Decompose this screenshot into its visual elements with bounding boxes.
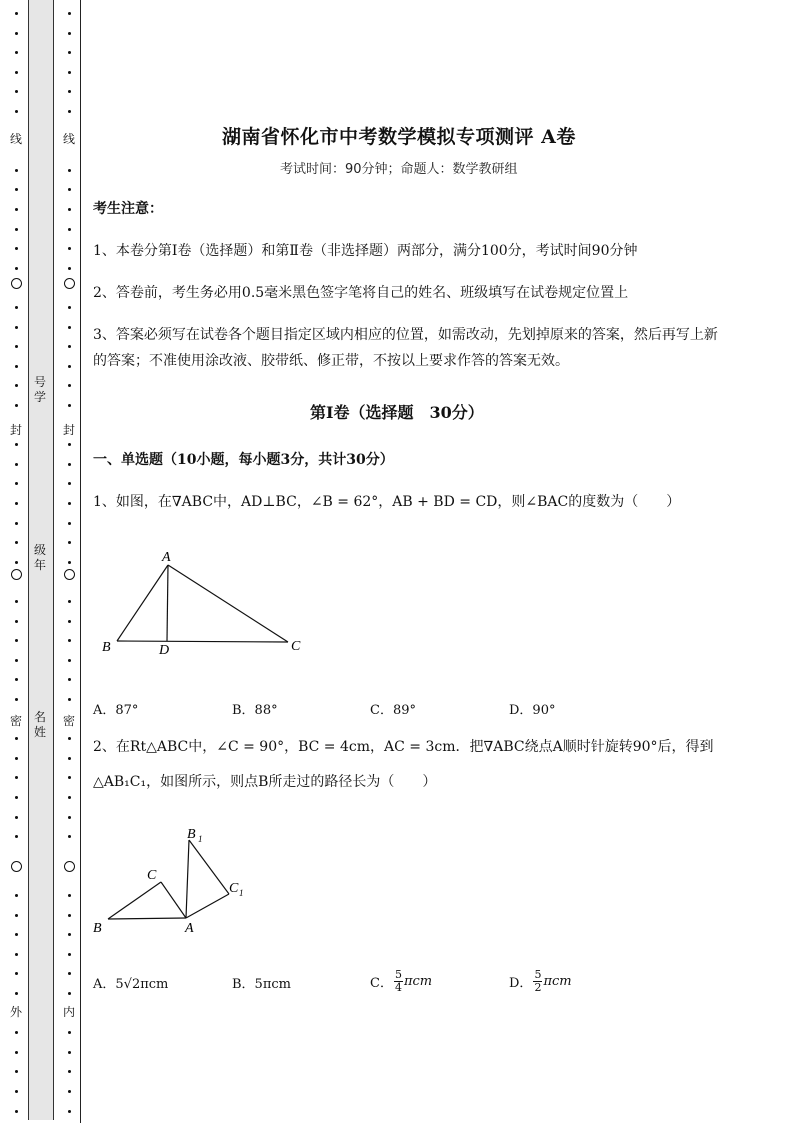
fraction-tail: πcm [403, 973, 433, 989]
seal-char-outside: 外 [9, 1005, 22, 1019]
binding-ring [11, 861, 22, 872]
question-1-option-c: C．89° [370, 703, 416, 718]
binding-dot [15, 32, 18, 35]
binding-dot [68, 914, 71, 917]
binding-dot [15, 365, 18, 368]
seal-char-secret-outer: 密 [9, 714, 22, 728]
label-a: A [185, 921, 194, 936]
binding-dot [15, 208, 18, 211]
binding-ring [64, 861, 75, 872]
binding-dot [68, 1051, 71, 1054]
label-b1: B [187, 827, 196, 842]
label-c: C [291, 639, 301, 654]
binding-dot [15, 463, 18, 466]
binding-dot [15, 1090, 18, 1093]
notice-item-3-cont: 的答案；不准使用涂改液、胶带纸、修正带，不按以上要求作答的答案无效。 [93, 353, 569, 369]
binding-dot [15, 992, 18, 995]
question-2-figure [88, 820, 258, 940]
binding-dot [15, 1031, 18, 1034]
binding-dot [68, 208, 71, 211]
binding-dot [68, 345, 71, 348]
binding-dot [15, 698, 18, 701]
binding-dot [15, 12, 18, 15]
seal-char-line-inner: 线 [62, 132, 75, 146]
notice-item-2: 2、答卷前，考生务必用0.5毫米黑色签字笔将自己的姓名、班级填写在试卷规定位置上 [93, 285, 629, 301]
binding-ring [11, 278, 22, 289]
binding-dot [15, 816, 18, 819]
question-1-option-a: A．87° [93, 703, 139, 718]
binding-dot [68, 443, 71, 446]
question-1-option-d: D．90° [509, 703, 556, 718]
binding-dot [15, 894, 18, 897]
segment-ca [161, 882, 186, 918]
segment-ad [167, 565, 168, 641]
binding-dot [68, 32, 71, 35]
binding-dot [15, 51, 18, 54]
binding-dot [15, 737, 18, 740]
binding-dot [15, 796, 18, 799]
question-1-figure [95, 545, 315, 660]
binding-dot [68, 169, 71, 172]
binding-dot [68, 463, 71, 466]
binding-dot [15, 306, 18, 309]
binding-dot [68, 737, 71, 740]
label-b: B [102, 640, 111, 655]
binding-dot [68, 600, 71, 603]
numerator: 5 [394, 967, 402, 981]
binding-dot [15, 169, 18, 172]
binding-dot [68, 698, 71, 701]
label-c1: C [229, 881, 239, 896]
binding-dot [68, 620, 71, 623]
question-2-stem-line1: 2、在Rt△ABC中，∠C = 90°，BC = 4cm，AC = 3cm．把∇ABC绕点A顺时针旋转90°后，得到 [93, 739, 714, 755]
binding-dot [68, 1090, 71, 1093]
question-1-option-b: B．88° [232, 703, 278, 718]
binding-dot [15, 443, 18, 446]
name-label: 名 姓 [33, 710, 46, 739]
segment-ac [168, 565, 288, 642]
student-id-label: 号 学 [33, 375, 46, 404]
seal-char-seal-outer: 封 [9, 423, 22, 437]
binding-dot [15, 953, 18, 956]
segment-ab1 [186, 840, 189, 918]
seal-char-seal-inner: 封 [62, 423, 75, 437]
seal-char-inside: 内 [62, 1005, 75, 1019]
question-2-option-a: A．5√2πcm [93, 977, 169, 992]
binding-dot [68, 757, 71, 760]
segment-ab [117, 565, 168, 641]
binding-dot [15, 541, 18, 544]
part-heading: 一、单选题（10小题，每小题3分，共计30分） [93, 452, 394, 468]
binding-dot [68, 306, 71, 309]
binding-ring [64, 569, 75, 580]
binding-dot [68, 894, 71, 897]
binding-dot [15, 639, 18, 642]
binding-dot [15, 757, 18, 760]
fraction-tail: πcm [543, 973, 572, 989]
segment-ba [108, 918, 186, 919]
segment-bc [108, 882, 161, 919]
fraction [533, 969, 542, 994]
segment-ac1 [186, 894, 229, 918]
exam-title: 湖南省怀化市中考数学模拟专项测评 A卷 [222, 126, 576, 148]
binding-dot [68, 247, 71, 250]
binding-dot [68, 12, 71, 15]
binding-dot [15, 247, 18, 250]
binding-dot [68, 796, 71, 799]
binding-ring [11, 569, 22, 580]
question-1-stem: 1、如图，在∇ABC中，AD⊥BC，∠B = 62°，AB + BD = CD，则∠BAC的度数为（ ） [93, 494, 681, 510]
binding-dot [68, 267, 71, 270]
question-2-stem-line2: △AB₁C₁，如图所示，则点B所走过的路径长为（ ） [93, 774, 437, 790]
question-2-option-b: B．5πcm [232, 977, 291, 992]
binding-dot [15, 600, 18, 603]
label-d: D [159, 643, 170, 658]
label-c1-subscript: 1 [239, 888, 244, 898]
binding-dot [15, 620, 18, 623]
binding-dot [68, 1110, 71, 1113]
seal-char-line-outer: 线 [9, 132, 22, 146]
binding-dot [68, 522, 71, 525]
section-title: 第I卷（选择题 30分） [310, 403, 484, 422]
binding-dot [15, 1110, 18, 1113]
binding-dot [68, 659, 71, 662]
binding-dot [68, 404, 71, 407]
binding-dot [68, 933, 71, 936]
binding-dot [68, 71, 71, 74]
binding-dot [15, 228, 18, 231]
binding-dot [68, 561, 71, 564]
binding-dot [68, 326, 71, 329]
binding-dot [15, 110, 18, 113]
binding-dot [68, 1031, 71, 1034]
notice-heading: 考生注意： [93, 201, 163, 217]
notice-item-3: 3、答案必须写在试卷各个题目指定区域内相应的位置，如需改动，先划掉原来的答案，然后再写上新 [93, 327, 718, 343]
binding-dot [68, 502, 71, 505]
denominator: 4 [394, 980, 402, 994]
binding-dot [68, 51, 71, 54]
exam-subtitle: 考试时间：90分钟；命题人：数学教研组 [280, 162, 518, 177]
label-a: A [162, 550, 171, 565]
question-2-option-c [370, 964, 432, 998]
binding-dot [68, 639, 71, 642]
binding-dot [68, 365, 71, 368]
binding-dot [15, 659, 18, 662]
binding-dot [68, 953, 71, 956]
numerator: 5 [534, 967, 542, 981]
binding-dot [68, 835, 71, 838]
label-c: C [147, 868, 157, 883]
binding-dot [68, 992, 71, 995]
binding-dot [68, 816, 71, 819]
binding-dot [15, 522, 18, 525]
binding-dot [15, 561, 18, 564]
denominator: 2 [534, 980, 542, 994]
binding-dot [15, 267, 18, 270]
seal-char-secret-inner: 密 [62, 714, 75, 728]
binding-dot [15, 502, 18, 505]
question-2-option-d [509, 964, 572, 998]
binding-dot [15, 914, 18, 917]
margin-divider [80, 0, 81, 1123]
fraction [394, 969, 403, 994]
option-letter: D． [509, 975, 533, 991]
grade-label: 级 年 [33, 543, 46, 572]
binding-dot [68, 110, 71, 113]
binding-ring [64, 278, 75, 289]
label-b1-subscript: 1 [198, 834, 203, 844]
binding-dot [15, 404, 18, 407]
binding-dot [68, 228, 71, 231]
segment-b1c1 [189, 840, 229, 894]
segment-bc [117, 641, 288, 642]
binding-dot [15, 1051, 18, 1054]
binding-dot [15, 326, 18, 329]
notice-item-1: 1、本卷分第I卷（选择题）和第Ⅱ卷（非选择题）两部分，满分100分，考试时间90分钟 [93, 243, 638, 259]
binding-dot [15, 835, 18, 838]
label-b: B [93, 921, 102, 936]
binding-dot [15, 933, 18, 936]
option-letter: C． [370, 975, 393, 991]
binding-dot [68, 541, 71, 544]
binding-dot [15, 71, 18, 74]
binding-dot [15, 345, 18, 348]
